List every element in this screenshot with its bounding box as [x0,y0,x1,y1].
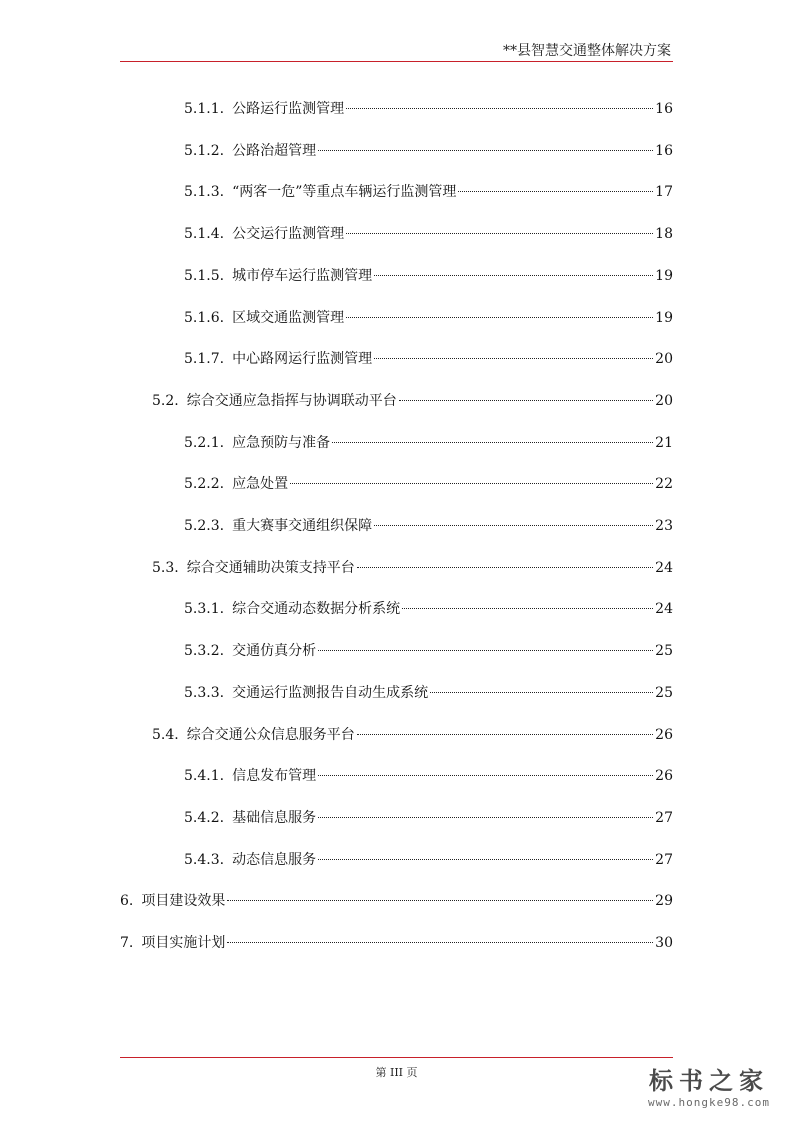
toc-entry-page: 20 [655,392,673,409]
toc-entry-page: 25 [655,643,673,660]
toc-dot-leader [399,400,653,401]
footer-rule [120,1057,673,1058]
toc-entry-page: 29 [655,893,673,910]
toc-entry-number: 5.4.1. [184,768,225,785]
toc-dot-leader [332,442,653,443]
toc-entry-page: 19 [655,309,673,326]
toc-dot-leader [318,650,653,651]
toc-entry-page: 24 [655,601,673,618]
toc-entry[interactable] [184,808,673,828]
toc-dot-leader [227,942,653,943]
toc-entry[interactable] [152,725,673,745]
toc-entry[interactable] [184,99,673,119]
toc-dot-leader [357,567,653,568]
toc-entry[interactable] [184,474,673,494]
toc-dot-leader [227,900,653,901]
toc-entry[interactable] [184,141,673,161]
header-rule [120,61,673,62]
toc-entry[interactable] [184,266,673,286]
toc-dot-leader [318,817,653,818]
toc-entry[interactable] [184,850,673,870]
toc-dot-leader [318,150,653,151]
toc-entry[interactable] [184,766,673,786]
toc-entry[interactable] [184,224,673,244]
toc-entry-number: 5.4.3. [184,851,225,868]
toc-entry-number: 5.3.1. [184,601,225,618]
toc-entry-number: 5.1.5. [184,267,225,284]
toc-dot-leader [374,525,653,526]
toc-entry[interactable] [152,391,673,411]
toc-entry-page: 27 [655,809,673,826]
toc-entry[interactable] [184,349,673,369]
toc-entry-page: 19 [655,267,673,284]
toc-entry-number: 5.3.2. [184,643,225,660]
toc-entry-title: 重大赛事交通组织保障 [232,518,373,534]
toc-entry-number: 5.2. [152,392,179,409]
watermark-logo [639,1066,779,1109]
toc-entry-title: 基础信息服务 [232,809,317,826]
toc-entry-number: 5.4.2. [184,809,225,826]
toc-entry-title: 城市停车运行监测管理 [232,267,373,284]
toc-entry-title: 区域交通监测管理 [232,309,345,326]
toc-entry-number: 7. [120,935,134,951]
toc-entry-page: 16 [655,101,673,117]
toc-entry-title: 交通运行监测报告自动生成系统 [232,684,429,701]
toc-entry-page: 26 [655,768,673,785]
toc-entry-page: 25 [655,684,673,701]
toc-entry[interactable] [120,933,673,953]
toc-entry[interactable] [184,599,673,619]
toc-entry-page: 23 [655,518,673,534]
toc-entry-title: 交通仿真分析 [232,643,317,660]
toc-entry-number: 5.2.1. [184,434,225,451]
toc-entry-title: 信息发布管理 [232,768,317,785]
toc-entry[interactable] [184,433,673,453]
toc-dot-leader [346,317,653,318]
toc-entry-number: 5.1.2. [184,142,225,159]
toc-dot-leader [290,483,653,484]
toc-entry-page: 21 [655,434,673,451]
toc-entry-page: 17 [655,184,673,201]
toc-entry-number: 5.3.3. [184,684,225,701]
toc-entry-page: 30 [655,935,673,951]
watermark-title: 标书之家 [649,1067,769,1095]
toc-entry-number: 5.3. [152,559,179,576]
toc-entry-title: “两客一危”等重点车辆运行监测管理 [232,184,457,201]
toc-dot-leader [318,775,653,776]
toc-dot-leader [346,233,653,234]
toc-dot-leader [374,358,653,359]
toc-entry-title: 综合交通公众信息服务平台 [186,726,355,743]
toc-entry[interactable] [184,516,673,536]
toc-entry-page: 22 [655,476,673,493]
toc-entry-number: 5.2.2. [184,476,225,493]
toc-entry-title: 应急预防与准备 [232,434,331,451]
toc-entry[interactable] [184,683,673,703]
toc-entry-title: 公交运行监测管理 [232,226,345,243]
toc-entry[interactable] [184,641,673,661]
toc-entry-number: 6. [120,893,134,910]
toc-entry-number: 5.1.6. [184,309,225,326]
toc-entry-title: 综合交通动态数据分析系统 [232,601,401,618]
toc-entry[interactable] [120,891,673,911]
toc-entry-number: 5.1.4. [184,226,225,243]
toc-entry-title: 综合交通应急指挥与协调联动平台 [186,392,397,409]
toc-dot-leader [346,108,653,109]
toc-entry-page: 26 [655,726,673,743]
toc-entry[interactable] [184,182,673,202]
toc-entry-title: 项目建设效果 [141,893,226,910]
toc-dot-leader [357,734,653,735]
toc-dot-leader [374,275,653,276]
toc-entry-page: 20 [655,351,673,368]
toc-entry-page: 16 [655,142,673,159]
toc-entry-title: 中心路网运行监测管理 [232,351,373,368]
toc-entry[interactable] [184,308,673,328]
toc-dot-leader [318,859,653,860]
page-number-footer: 第 III 页 [375,1066,418,1079]
toc-entry-number: 5.4. [152,726,179,743]
toc-entry-page: 24 [655,559,673,576]
toc-entry[interactable] [152,558,673,578]
toc-entry-page: 18 [655,226,673,243]
toc-entry-title: 综合交通辅助决策支持平台 [186,559,355,576]
document-header-title: **县智慧交通整体解决方案 [503,43,671,59]
toc-entry-number: 5.2.3. [184,518,225,534]
toc-dot-leader [458,191,653,192]
watermark-url: www.hongke98.com [648,1096,770,1109]
toc-entry-number: 5.1.1. [184,101,225,117]
toc-entry-page: 27 [655,851,673,868]
toc-entry-title: 公路运行监测管理 [232,101,345,117]
toc-entry-title: 动态信息服务 [232,851,317,868]
toc-entry-title: 公路治超管理 [232,142,317,159]
toc-entry-number: 5.1.7. [184,351,225,368]
toc-entry-number: 5.1.3. [184,184,225,201]
toc-dot-leader [430,692,653,693]
toc-entry-title: 项目实施计划 [141,935,226,951]
toc-entry-title: 应急处置 [232,476,289,493]
toc-dot-leader [402,608,653,609]
